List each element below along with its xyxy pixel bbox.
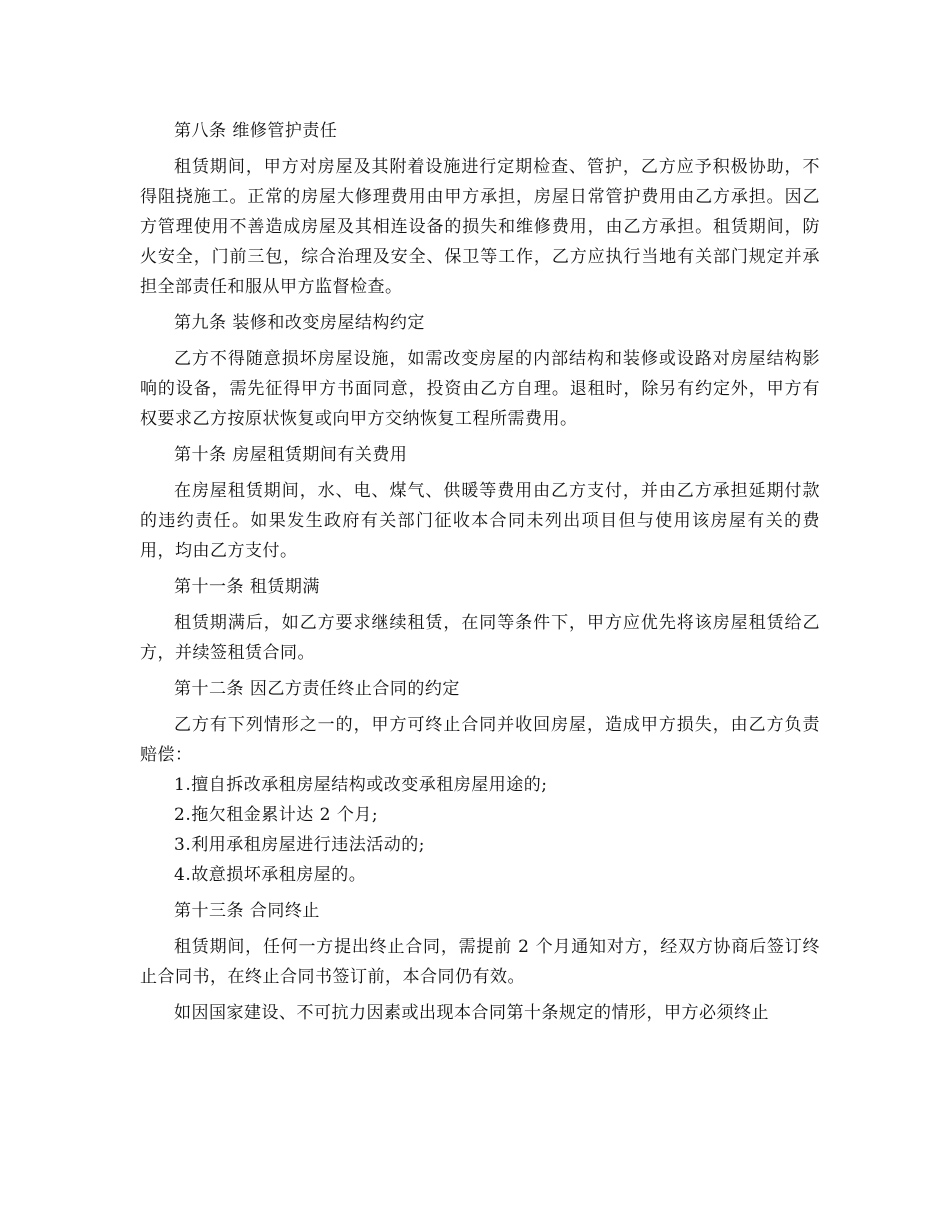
document-body [140,116,820,1028]
list-item: 3.利用承租房屋进行违法活动的; [174,835,425,855]
paragraph: 租赁期间，甲方对房屋及其附着设施进行定期检查、管护，乙方应予积极协助，不得阻挠施工。正常的房屋大修理费用由甲方承担，房屋日常管护费用由乙方承担。因乙方管理使用不善造成房屋及其相连设备的损失和维修费用，由乙方承担。租赁期间，防火安全，门前三包，综合治理及安全、保卫等工作，乙方应执行当地有关部门规定并承担全部责任和服从甲方监督检查。 [140,157,820,297]
paragraph: 租赁期满后，如乙方要求继续租赁，在同等条件下，甲方应优先将该房屋租赁给乙方，并续签租赁合同。 [140,613,820,663]
section-heading-10: 第十条 房屋租赁期间有关费用 [174,445,408,465]
section-heading-13: 第十三条 合同终止 [174,901,320,921]
paragraph: 乙方不得随意损坏房屋设施，如需改变房屋的内部结构和装修或设路对房屋结构影响的设备，需先征得甲方书面同意，投资由乙方自理。退租时，除另有约定外，甲方有权要求乙方按原状恢复或向甲方交纳恢复工程所需费用。 [140,349,820,429]
paragraph: 在房屋租赁期间，水、电、煤气、供暖等费用由乙方支付，并由乙方承担延期付款的违约责任。如果发生政府有关部门征收本合同未列出项目但与使用该房屋有关的费用，均由乙方支付。 [140,481,820,561]
section-heading-11: 第十一条 租赁期满 [174,577,320,597]
paragraph: 乙方有下列情形之一的，甲方可终止合同并收回房屋，造成甲方损失，由乙方负责赔偿： [140,715,820,765]
section-heading-12: 第十二条 因乙方责任终止合同的约定 [174,679,460,699]
paragraph: 租赁期间，任何一方提出终止合同，需提前 2 个月通知对方，经双方协商后签订终止合同书，在终止合同书签订前，本合同仍有效。 [140,937,820,987]
section-heading-8: 第八条 维修管护责任 [174,121,338,141]
list-item: 4.故意损坏承租房屋的。 [174,865,367,885]
paragraph: 如因国家建设、不可抗力因素或出现本合同第十条规定的情形，甲方必须终止 [174,1003,769,1023]
list-item: 2.拖欠租金累计达 2 个月; [174,805,379,825]
section-heading-9: 第九条 装修和改变房屋结构约定 [174,313,425,333]
list-item: 1.擅自拆改承租房屋结构或改变承租房屋用途的; [174,775,548,795]
